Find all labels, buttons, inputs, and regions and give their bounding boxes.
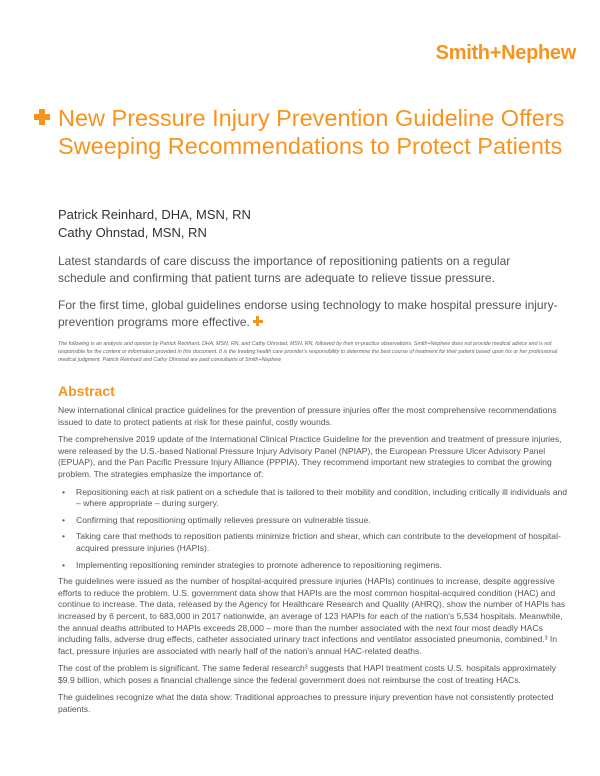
plus-icon bbox=[253, 316, 263, 326]
brand-logo: Smith+Nephew bbox=[435, 42, 576, 64]
lead-section bbox=[58, 253, 558, 341]
list-item-text: Repositioning each at risk patient on a schedule that is tailored to their mobility and condition, including critically ill individuals and – where appropriate – during surgery. bbox=[76, 486, 568, 509]
plus-icon bbox=[34, 109, 50, 125]
authors bbox=[58, 206, 251, 242]
author-1: Patrick Reinhard, DHA, MSN, RN bbox=[58, 207, 251, 222]
page-title: New Pressure Injury Prevention Guideline Offers Sweeping Recommendations to Protect Patients bbox=[58, 105, 565, 159]
list-item bbox=[58, 531, 568, 554]
list-item-text: Confirming that repositioning optimally relieves pressure on vulnerable tissue. bbox=[76, 514, 371, 525]
abstract-paragraph-2: The comprehensive 2019 update of the International Clinical Practice Guideline for the prevention and treatment of pressure injuries, were released by the U.S.-based National Pressure Injury Advisory Panel (NPIAP), the European Pressure Ulcer Advisory Panel (EPUAP), and the Pan Pacific Pressure Injury Alliance (PPPIA). They recommend important new strategies to combat the growing problem. The strategies emphasize the importance of: bbox=[58, 434, 562, 479]
abstract-paragraph-3: The guidelines were issued as the number of hospital-acquired pressure injuries (HAPIs) continues to increase, despite aggressive efforts to reduce the problem. U.S. government data show that HAPIs are the most common hospital-acquired condition (HAC) and continue to increase. The data, released by the Agency for Healthcare Research and Quality (AHRQ), show the number of HAPIs has increased by 6 percent, to 683,000 in 2017 nationwide, an average of 123 HAPIs for each of the nation's 5,534 hospitals. Meanwhile, the annual deaths attributed to HAPIs exceeds 28,000 – more than the number associated with the next four most deadly HACs including falls, adverse drug effects, catheter associated urinary tract infections and ventilator associated pneumonia, combined.³ In fact, pressure injuries are associated with nearly half of the nation's annual HAC-related deaths. bbox=[58, 576, 566, 656]
bullet-icon: • bbox=[62, 559, 66, 570]
bullet-icon: • bbox=[62, 531, 66, 542]
bullet-icon: • bbox=[62, 486, 66, 497]
strategy-list bbox=[58, 487, 568, 572]
abstract-heading: Abstract bbox=[58, 383, 115, 399]
abstract-paragraph-4: The cost of the problem is significant. The same federal research³ suggests that HAPI treatment costs U.S. hospitals approximately $9.9 billion, which poses a financial challenge since the federal government does not reimburse the cost of treating HACs. bbox=[58, 663, 557, 685]
lead-paragraph-2-wrap bbox=[58, 297, 558, 331]
list-item bbox=[58, 515, 568, 527]
bullet-icon: • bbox=[62, 514, 66, 525]
abstract-paragraph-5: The guidelines recognize what the data show: Traditional approaches to pressure injury prevention have not consistently protected patients. bbox=[58, 692, 554, 715]
author-2: Cathy Ohnstad, MSN, RN bbox=[58, 225, 207, 240]
disclaimer: The following is an analysis and opinion by Patrick Reinhard, DHA, MSN, RN, and Cathy Ohnstad, MSN, RN, followed by their in-practice observations. Smith+Nephew does not provide medical advice and is not responsible for the content or information provided in this document. It is the treating health care provider's responsibility to determine the best course of treatment for their patient based upon his or her professional medical judgment. Patrick Reinhard and Cathy Ohnstad are paid consultants of Smith+Nephew bbox=[58, 341, 558, 363]
abstract-paragraph-1: New international clinical practice guidelines for the prevention of pressure injuries offer the most comprehensive recommendations issued to date to protect patients at risk for these painful, costly wounds. bbox=[58, 405, 557, 427]
list-item bbox=[58, 487, 568, 510]
title-block bbox=[34, 104, 574, 160]
list-item-text: Taking care that methods to reposition patients minimize friction and shear, which can contribute to the development of hospital-acquired pressure injuries (HAPIs). bbox=[76, 531, 561, 553]
lead-paragraph-2: For the first time, global guidelines endorse using technology to make hospital pressure injury-prevention programs more effective. bbox=[58, 298, 558, 329]
lead-paragraph-1: Latest standards of care discuss the importance of repositioning patients on a regular schedule and confirming that patient turns are adequate to relieve tissue pressure. bbox=[58, 254, 511, 285]
abstract-body bbox=[58, 405, 568, 722]
list-item bbox=[58, 560, 568, 572]
list-item-text: Implementing repositioning reminder strategies to promote adherence to repositioning regimens. bbox=[76, 559, 442, 570]
